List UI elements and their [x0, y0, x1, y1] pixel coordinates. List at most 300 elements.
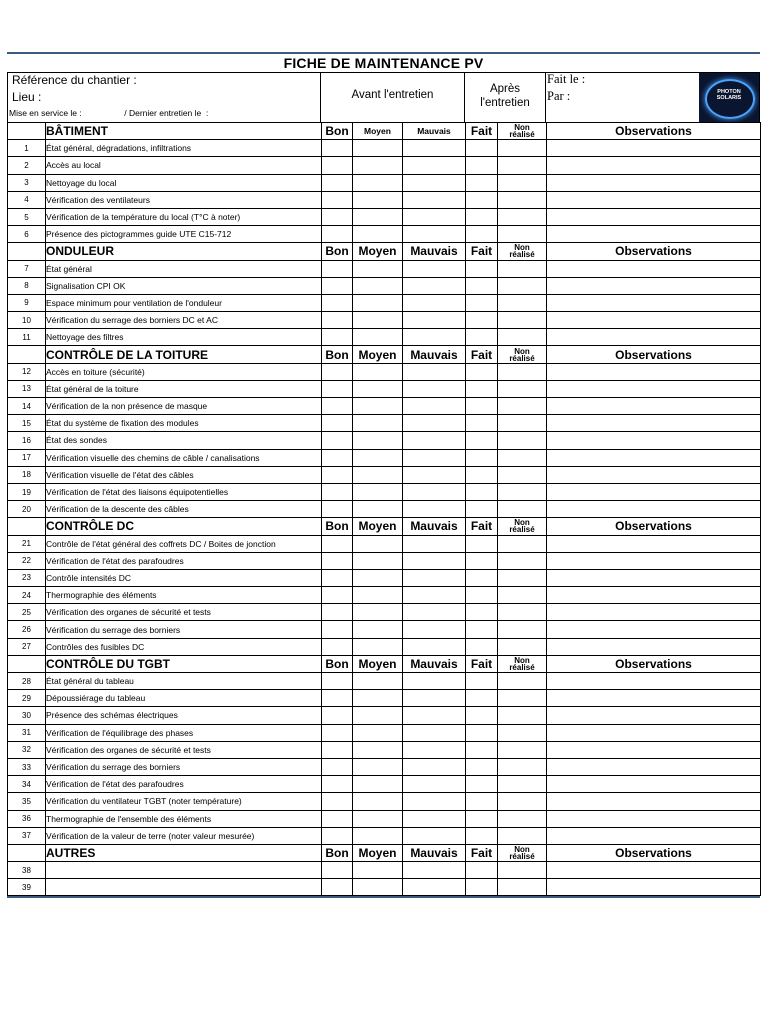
after-maintenance-label	[465, 82, 545, 110]
observations-input-cell[interactable]	[547, 226, 761, 243]
bon-checkbox-cell[interactable]	[322, 312, 353, 329]
bon-checkbox-cell[interactable]	[322, 569, 353, 586]
bon-checkbox-cell[interactable]	[322, 758, 353, 775]
col-observations-header: Observations	[547, 346, 761, 363]
col-mauvais-header: Mauvais	[403, 655, 466, 672]
item-number: 15	[8, 415, 46, 432]
non-realise-checkbox-cell[interactable]	[498, 587, 547, 604]
fait-checkbox-cell[interactable]	[466, 208, 498, 225]
col-bon-header: Bon	[322, 655, 353, 672]
bon-checkbox-cell[interactable]	[322, 690, 353, 707]
mauvais-checkbox-cell[interactable]	[403, 621, 466, 638]
fait-checkbox-cell[interactable]	[466, 776, 498, 793]
bon-checkbox-cell[interactable]	[322, 398, 353, 415]
observations-input-cell[interactable]	[547, 690, 761, 707]
bon-checkbox-cell[interactable]	[322, 587, 353, 604]
mauvais-checkbox-cell[interactable]	[403, 432, 466, 449]
moyen-checkbox-cell[interactable]	[353, 587, 403, 604]
moyen-checkbox-cell[interactable]	[353, 449, 403, 466]
moyen-checkbox-cell[interactable]	[353, 569, 403, 586]
observations-input-cell[interactable]	[547, 879, 761, 896]
fait-checkbox-cell[interactable]	[466, 879, 498, 896]
moyen-checkbox-cell[interactable]	[353, 260, 403, 277]
observations-input-cell[interactable]	[547, 810, 761, 827]
bon-checkbox-cell[interactable]	[322, 226, 353, 243]
moyen-checkbox-cell[interactable]	[353, 793, 403, 810]
fait-checkbox-cell[interactable]	[466, 724, 498, 741]
mauvais-checkbox-cell[interactable]	[403, 363, 466, 380]
observations-input-cell[interactable]	[547, 157, 761, 174]
moyen-checkbox-cell[interactable]	[353, 208, 403, 225]
non-realise-checkbox-cell[interactable]	[498, 174, 547, 191]
observations-input-cell[interactable]	[547, 604, 761, 621]
moyen-checkbox-cell[interactable]	[353, 724, 403, 741]
mauvais-checkbox-cell[interactable]	[403, 466, 466, 483]
mauvais-checkbox-cell[interactable]	[403, 226, 466, 243]
moyen-checkbox-cell[interactable]	[353, 810, 403, 827]
non-realise-checkbox-cell[interactable]	[498, 466, 547, 483]
moyen-checkbox-cell[interactable]	[353, 758, 403, 775]
observations-input-cell[interactable]	[547, 707, 761, 724]
fait-checkbox-cell[interactable]	[466, 449, 498, 466]
moyen-checkbox-cell[interactable]	[353, 776, 403, 793]
observations-input-cell[interactable]	[547, 673, 761, 690]
non-realise-checkbox-cell[interactable]	[498, 724, 547, 741]
mauvais-checkbox-cell[interactable]	[403, 862, 466, 879]
observations-input-cell[interactable]	[547, 587, 761, 604]
item-number: 16	[8, 432, 46, 449]
col-non-realise-header	[498, 123, 547, 140]
observations-input-cell[interactable]	[547, 174, 761, 191]
mauvais-checkbox-cell[interactable]	[403, 758, 466, 775]
fait-checkbox-cell[interactable]	[466, 380, 498, 397]
item-label: Vérification de la valeur de terre (noter valeur mesurée)	[46, 827, 322, 844]
fait-checkbox-cell[interactable]	[466, 157, 498, 174]
section-header-row	[8, 844, 761, 861]
observations-input-cell[interactable]	[547, 501, 761, 518]
moyen-checkbox-cell[interactable]	[353, 501, 403, 518]
item-number: 24	[8, 587, 46, 604]
mauvais-checkbox-cell[interactable]	[403, 827, 466, 844]
checklist-row	[8, 260, 761, 277]
col-fait-header: Fait	[466, 243, 498, 260]
bon-checkbox-cell[interactable]	[322, 449, 353, 466]
observations-input-cell[interactable]	[547, 638, 761, 655]
observations-input-cell[interactable]	[547, 776, 761, 793]
non-realise-checkbox-cell[interactable]	[498, 312, 547, 329]
non-realise-checkbox-cell[interactable]	[498, 363, 547, 380]
bon-checkbox-cell[interactable]	[322, 862, 353, 879]
fait-checkbox-cell[interactable]	[466, 862, 498, 879]
non-realise-checkbox-cell[interactable]	[498, 690, 547, 707]
mauvais-checkbox-cell[interactable]	[403, 329, 466, 346]
fait-checkbox-cell[interactable]	[466, 226, 498, 243]
bon-checkbox-cell[interactable]	[322, 140, 353, 157]
moyen-checkbox-cell[interactable]	[353, 862, 403, 879]
non-realise-checkbox-cell[interactable]	[498, 810, 547, 827]
checklist-row	[8, 294, 761, 311]
bon-checkbox-cell[interactable]	[322, 466, 353, 483]
col-bon-header: Bon	[322, 346, 353, 363]
checklist-row	[8, 862, 761, 879]
section-title: BÂTIMENT	[46, 123, 322, 140]
bon-checkbox-cell[interactable]	[322, 604, 353, 621]
item-number: 34	[8, 776, 46, 793]
service-dates-label: Mise en service le : / Dernier entretien le :	[9, 108, 209, 118]
section-header-row	[8, 346, 761, 363]
section-number-cell	[8, 655, 46, 672]
moyen-checkbox-cell[interactable]	[353, 191, 403, 208]
observations-input-cell[interactable]	[547, 793, 761, 810]
non-realise-checkbox-cell[interactable]	[498, 449, 547, 466]
mauvais-checkbox-cell[interactable]	[403, 174, 466, 191]
item-label: Accès en toiture (sécurité)	[46, 363, 322, 380]
bon-checkbox-cell[interactable]	[322, 363, 353, 380]
moyen-checkbox-cell[interactable]	[353, 673, 403, 690]
bon-checkbox-cell[interactable]	[322, 501, 353, 518]
bon-checkbox-cell[interactable]	[322, 827, 353, 844]
bon-checkbox-cell[interactable]	[322, 776, 353, 793]
observations-input-cell[interactable]	[547, 277, 761, 294]
bon-checkbox-cell[interactable]	[322, 380, 353, 397]
moyen-checkbox-cell[interactable]	[353, 621, 403, 638]
after-line-1: Après	[489, 83, 521, 95]
mauvais-checkbox-cell[interactable]	[403, 449, 466, 466]
bon-checkbox-cell[interactable]	[322, 724, 353, 741]
fait-checkbox-cell[interactable]	[466, 415, 498, 432]
bon-checkbox-cell[interactable]	[322, 552, 353, 569]
checklist-row	[8, 398, 761, 415]
fait-checkbox-cell[interactable]	[466, 552, 498, 569]
checklist-row	[8, 535, 761, 552]
fait-checkbox-cell[interactable]	[466, 294, 498, 311]
observations-input-cell[interactable]	[547, 483, 761, 500]
moyen-checkbox-cell[interactable]	[353, 157, 403, 174]
mauvais-checkbox-cell[interactable]	[403, 501, 466, 518]
col-moyen-header: Moyen	[353, 243, 403, 260]
observations-input-cell[interactable]	[547, 398, 761, 415]
moyen-checkbox-cell[interactable]	[353, 415, 403, 432]
fait-checkbox-cell[interactable]	[466, 569, 498, 586]
item-number: 37	[8, 827, 46, 844]
item-label: Nettoyage des filtres	[46, 329, 322, 346]
bon-checkbox-cell[interactable]	[322, 673, 353, 690]
observations-input-cell[interactable]	[547, 140, 761, 157]
observations-input-cell[interactable]	[547, 827, 761, 844]
mauvais-checkbox-cell[interactable]	[403, 810, 466, 827]
checklist-row	[8, 673, 761, 690]
mauvais-checkbox-cell[interactable]	[403, 260, 466, 277]
col-bon-header: Bon	[322, 123, 353, 140]
mauvais-checkbox-cell[interactable]	[403, 673, 466, 690]
moyen-checkbox-cell[interactable]	[353, 604, 403, 621]
non-realise-checkbox-cell[interactable]	[498, 483, 547, 500]
checklist-row	[8, 363, 761, 380]
mauvais-checkbox-cell[interactable]	[403, 191, 466, 208]
photon-solaris-logo	[699, 73, 759, 122]
mauvais-checkbox-cell[interactable]	[403, 294, 466, 311]
non-realise-checkbox-cell[interactable]	[498, 793, 547, 810]
observations-input-cell[interactable]	[547, 191, 761, 208]
observations-input-cell[interactable]	[547, 724, 761, 741]
fait-checkbox-cell[interactable]	[466, 483, 498, 500]
mauvais-checkbox-cell[interactable]	[403, 604, 466, 621]
observations-input-cell[interactable]	[547, 312, 761, 329]
non-realise-checkbox-cell[interactable]	[498, 380, 547, 397]
moyen-checkbox-cell[interactable]	[353, 432, 403, 449]
observations-input-cell[interactable]	[547, 363, 761, 380]
col-mauvais-header: Mauvais	[403, 518, 466, 535]
non-label: Non	[514, 123, 530, 133]
fait-checkbox-cell[interactable]	[466, 363, 498, 380]
fait-checkbox-cell[interactable]	[466, 673, 498, 690]
observations-input-cell[interactable]	[547, 466, 761, 483]
observations-input-cell[interactable]	[547, 862, 761, 879]
observations-input-cell[interactable]	[547, 449, 761, 466]
bon-checkbox-cell[interactable]	[322, 621, 353, 638]
fait-checkbox-cell[interactable]	[466, 707, 498, 724]
checklist-row	[8, 208, 761, 225]
bon-checkbox-cell[interactable]	[322, 793, 353, 810]
fait-checkbox-cell[interactable]	[466, 793, 498, 810]
col-moyen-header: Moyen	[353, 518, 403, 535]
item-number: 5	[8, 208, 46, 225]
moyen-checkbox-cell[interactable]	[353, 277, 403, 294]
item-label: Vérification du serrage des borniers	[46, 621, 322, 638]
non-realise-checkbox-cell[interactable]	[498, 535, 547, 552]
checklist-row	[8, 140, 761, 157]
non-realise-checkbox-cell[interactable]	[498, 862, 547, 879]
checklist-row	[8, 380, 761, 397]
col-mauvais-header: Mauvais	[403, 346, 466, 363]
non-realise-checkbox-cell[interactable]	[498, 707, 547, 724]
item-label: Vérification visuelle des chemins de câble / canalisations	[46, 449, 322, 466]
moyen-checkbox-cell[interactable]	[353, 879, 403, 896]
non-realise-checkbox-cell[interactable]	[498, 277, 547, 294]
fait-checkbox-cell[interactable]	[466, 329, 498, 346]
non-realise-checkbox-cell[interactable]	[498, 415, 547, 432]
item-number: 30	[8, 707, 46, 724]
fait-checkbox-cell[interactable]	[466, 432, 498, 449]
mauvais-checkbox-cell[interactable]	[403, 552, 466, 569]
moyen-checkbox-cell[interactable]	[353, 226, 403, 243]
fait-checkbox-cell[interactable]	[466, 741, 498, 758]
checklist-row	[8, 638, 761, 655]
section-title: ONDULEUR	[46, 243, 322, 260]
item-number: 31	[8, 724, 46, 741]
moyen-checkbox-cell[interactable]	[353, 329, 403, 346]
logo-text: PHOTON SOLARIS	[716, 89, 742, 101]
mauvais-checkbox-cell[interactable]	[403, 312, 466, 329]
moyen-checkbox-cell[interactable]	[353, 690, 403, 707]
fait-checkbox-cell[interactable]	[466, 810, 498, 827]
mauvais-checkbox-cell[interactable]	[403, 793, 466, 810]
mauvais-checkbox-cell[interactable]	[403, 638, 466, 655]
item-label: Vérification de l'état des parafoudres	[46, 776, 322, 793]
mauvais-checkbox-cell[interactable]	[403, 879, 466, 896]
mauvais-checkbox-cell[interactable]	[403, 208, 466, 225]
non-realise-checkbox-cell[interactable]	[498, 501, 547, 518]
section-title: CONTRÔLE DU TGBT	[46, 655, 322, 672]
mauvais-checkbox-cell[interactable]	[403, 483, 466, 500]
observations-input-cell[interactable]	[547, 569, 761, 586]
bon-checkbox-cell[interactable]	[322, 157, 353, 174]
checklist-row	[8, 277, 761, 294]
mauvais-checkbox-cell[interactable]	[403, 398, 466, 415]
moyen-checkbox-cell[interactable]	[353, 363, 403, 380]
bon-checkbox-cell[interactable]	[322, 329, 353, 346]
fait-checkbox-cell[interactable]	[466, 587, 498, 604]
bon-checkbox-cell[interactable]	[322, 174, 353, 191]
mauvais-checkbox-cell[interactable]	[403, 535, 466, 552]
bon-checkbox-cell[interactable]	[322, 277, 353, 294]
non-realise-checkbox-cell[interactable]	[498, 191, 547, 208]
fait-checkbox-cell[interactable]	[466, 312, 498, 329]
observations-input-cell[interactable]	[547, 758, 761, 775]
bon-checkbox-cell[interactable]	[322, 208, 353, 225]
fait-checkbox-cell[interactable]	[466, 277, 498, 294]
non-realise-checkbox-cell[interactable]	[498, 432, 547, 449]
section-title: CONTRÔLE DC	[46, 518, 322, 535]
non-realise-checkbox-cell[interactable]	[498, 294, 547, 311]
fait-checkbox-cell[interactable]	[466, 174, 498, 191]
non-realise-checkbox-cell[interactable]	[498, 758, 547, 775]
fait-checkbox-cell[interactable]	[466, 604, 498, 621]
bon-checkbox-cell[interactable]	[322, 638, 353, 655]
checklist-row	[8, 466, 761, 483]
bon-checkbox-cell[interactable]	[322, 432, 353, 449]
fait-checkbox-cell[interactable]	[466, 140, 498, 157]
mauvais-checkbox-cell[interactable]	[403, 724, 466, 741]
checklist-row	[8, 690, 761, 707]
header-cells	[7, 72, 760, 123]
fait-checkbox-cell[interactable]	[466, 398, 498, 415]
moyen-checkbox-cell[interactable]	[353, 380, 403, 397]
fait-checkbox-cell[interactable]	[466, 535, 498, 552]
fait-checkbox-cell[interactable]	[466, 501, 498, 518]
bon-checkbox-cell[interactable]	[322, 535, 353, 552]
non-realise-checkbox-cell[interactable]	[498, 226, 547, 243]
mauvais-checkbox-cell[interactable]	[403, 277, 466, 294]
non-realise-checkbox-cell[interactable]	[498, 260, 547, 277]
site-reference-label: Référence du chantier :	[12, 73, 137, 87]
moyen-checkbox-cell[interactable]	[353, 294, 403, 311]
bon-checkbox-cell[interactable]	[322, 707, 353, 724]
item-number: 3	[8, 174, 46, 191]
mauvais-checkbox-cell[interactable]	[403, 157, 466, 174]
fait-checkbox-cell[interactable]	[466, 827, 498, 844]
non-realise-checkbox-cell[interactable]	[498, 621, 547, 638]
bon-checkbox-cell[interactable]	[322, 260, 353, 277]
observations-input-cell[interactable]	[547, 380, 761, 397]
moyen-checkbox-cell[interactable]	[353, 483, 403, 500]
bon-checkbox-cell[interactable]	[322, 741, 353, 758]
moyen-checkbox-cell[interactable]	[353, 312, 403, 329]
moyen-checkbox-cell[interactable]	[353, 398, 403, 415]
mauvais-checkbox-cell[interactable]	[403, 587, 466, 604]
bon-checkbox-cell[interactable]	[322, 810, 353, 827]
col-non-realise-header	[498, 346, 547, 363]
observations-input-cell[interactable]	[547, 432, 761, 449]
item-number: 23	[8, 569, 46, 586]
fait-checkbox-cell[interactable]	[466, 191, 498, 208]
non-realise-checkbox-cell[interactable]	[498, 157, 547, 174]
non-realise-checkbox-cell[interactable]	[498, 879, 547, 896]
non-realise-checkbox-cell[interactable]	[498, 741, 547, 758]
observations-input-cell[interactable]	[547, 415, 761, 432]
mauvais-checkbox-cell[interactable]	[403, 741, 466, 758]
fait-checkbox-cell[interactable]	[466, 621, 498, 638]
non-realise-checkbox-cell[interactable]	[498, 552, 547, 569]
non-realise-checkbox-cell[interactable]	[498, 827, 547, 844]
item-number: 32	[8, 741, 46, 758]
bon-checkbox-cell[interactable]	[322, 879, 353, 896]
non-realise-checkbox-cell[interactable]	[498, 776, 547, 793]
item-number: 22	[8, 552, 46, 569]
observations-input-cell[interactable]	[547, 294, 761, 311]
observations-input-cell[interactable]	[547, 621, 761, 638]
observations-input-cell[interactable]	[547, 535, 761, 552]
item-number: 6	[8, 226, 46, 243]
non-realise-checkbox-cell[interactable]	[498, 329, 547, 346]
moyen-checkbox-cell[interactable]	[353, 741, 403, 758]
non-realise-checkbox-cell[interactable]	[498, 604, 547, 621]
bon-checkbox-cell[interactable]	[322, 191, 353, 208]
non-realise-checkbox-cell[interactable]	[498, 638, 547, 655]
moyen-checkbox-cell[interactable]	[353, 466, 403, 483]
moyen-checkbox-cell[interactable]	[353, 707, 403, 724]
mauvais-checkbox-cell[interactable]	[403, 140, 466, 157]
mauvais-checkbox-cell[interactable]	[403, 415, 466, 432]
non-realise-checkbox-cell[interactable]	[498, 673, 547, 690]
col-moyen-header: Moyen	[353, 655, 403, 672]
observations-input-cell[interactable]	[547, 741, 761, 758]
fait-checkbox-cell[interactable]	[466, 466, 498, 483]
moyen-checkbox-cell[interactable]	[353, 552, 403, 569]
fait-checkbox-cell[interactable]	[466, 690, 498, 707]
bottom-border-line	[7, 896, 760, 898]
observations-input-cell[interactable]	[547, 552, 761, 569]
before-maintenance-label: Avant l'entretien	[351, 89, 434, 101]
fait-checkbox-cell[interactable]	[466, 758, 498, 775]
mauvais-checkbox-cell[interactable]	[403, 707, 466, 724]
observations-input-cell[interactable]	[547, 260, 761, 277]
observations-input-cell[interactable]	[547, 208, 761, 225]
moyen-checkbox-cell[interactable]	[353, 827, 403, 844]
fait-checkbox-cell[interactable]	[466, 260, 498, 277]
non-realise-checkbox-cell[interactable]	[498, 398, 547, 415]
checklist-row	[8, 724, 761, 741]
mauvais-checkbox-cell[interactable]	[403, 690, 466, 707]
moyen-checkbox-cell[interactable]	[353, 174, 403, 191]
bon-checkbox-cell[interactable]	[322, 483, 353, 500]
non-realise-checkbox-cell[interactable]	[498, 569, 547, 586]
bon-checkbox-cell[interactable]	[322, 415, 353, 432]
moyen-checkbox-cell[interactable]	[353, 535, 403, 552]
page-title: FICHE DE MAINTENANCE PV	[283, 55, 484, 71]
fait-checkbox-cell[interactable]	[466, 638, 498, 655]
moyen-checkbox-cell[interactable]	[353, 140, 403, 157]
mauvais-checkbox-cell[interactable]	[403, 569, 466, 586]
item-label: Vérification des organes de sécurité et tests	[46, 741, 322, 758]
bon-checkbox-cell[interactable]	[322, 294, 353, 311]
observations-input-cell[interactable]	[547, 329, 761, 346]
non-realise-checkbox-cell[interactable]	[498, 140, 547, 157]
mauvais-checkbox-cell[interactable]	[403, 380, 466, 397]
non-realise-checkbox-cell[interactable]	[498, 208, 547, 225]
moyen-checkbox-cell[interactable]	[353, 638, 403, 655]
mauvais-checkbox-cell[interactable]	[403, 776, 466, 793]
